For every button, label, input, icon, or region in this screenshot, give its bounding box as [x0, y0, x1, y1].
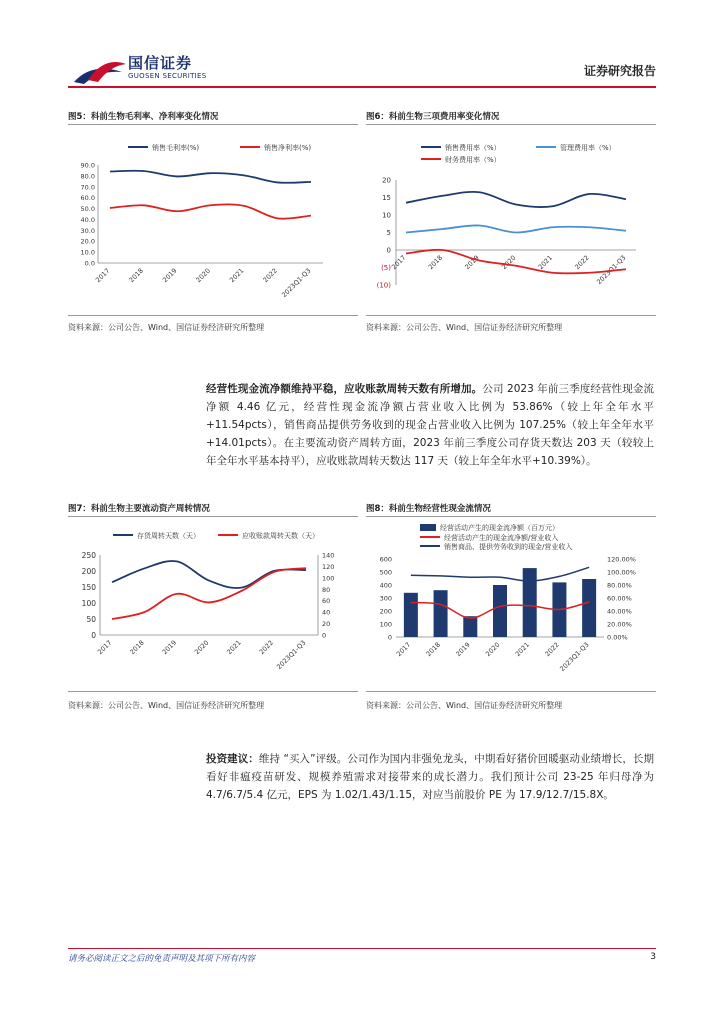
fig7-x-tick-label: 2017 — [96, 638, 114, 657]
fig7-x-tick-label: 2023Q1-Q3 — [275, 638, 308, 672]
fig8-y-right-tick-label: 0.00% — [607, 633, 628, 642]
fig8-y-right-tick-label: 100.00% — [607, 568, 636, 577]
fig6-y-tick-label: 0 — [386, 246, 391, 255]
paragraph-investment-heading: 投资建议： — [206, 753, 259, 765]
fig7-chart — [68, 517, 358, 691]
fig8-source: 资料来源：公司公告、Wind、国信证券经济研究所整理 — [366, 701, 563, 710]
fig6-x-tick-label: 2018 — [426, 253, 445, 272]
fig8-x-tick-label: 2019 — [454, 640, 472, 659]
fig8-x-tick-label: 2022 — [543, 640, 561, 659]
fig7-frame — [68, 516, 358, 692]
fig8-y-left-tick-label: 600 — [379, 555, 392, 564]
fig7-y-left-tick-label: 150 — [81, 583, 96, 592]
fig7-y-right-tick-label: 40 — [322, 608, 331, 617]
fig6-x-tick-label: 2019 — [463, 253, 481, 272]
fig5-source: 资料来源：公司公告、Wind、国信证券经济研究所整理 — [68, 323, 265, 332]
fig6-series-line-1 — [406, 225, 626, 232]
fig7-y-left-tick-label: 0 — [91, 631, 96, 640]
paragraph-cashflow — [206, 380, 654, 470]
fig8-y-right-tick-label: 120.00% — [607, 555, 636, 564]
fig6-x-tick-label: 2017 — [390, 253, 408, 272]
logo-subtitle: GUOSEN SECURITIES — [128, 72, 207, 80]
fig6-series-0-legend-label: 销售费用率（%） — [445, 144, 501, 152]
fig8-chart — [366, 517, 656, 691]
fig5-y-tick-label: 20.0 — [80, 237, 95, 246]
fig6-series-line-0 — [406, 192, 626, 207]
fig8-y-right-tick-label: 40.00% — [607, 607, 632, 616]
fig5-x-tick-label: 2021 — [228, 266, 246, 285]
fig5-y-tick-label: 60.0 — [80, 194, 95, 203]
fig7-y-right-tick-label: 60 — [322, 597, 331, 606]
fig7-x-tick-label: 2020 — [193, 638, 211, 657]
fig8-y-right-tick-label: 20.00% — [607, 620, 632, 629]
fig5-series-1-legend-label: 销售净利率(%) — [264, 144, 312, 152]
fig7-y-right-tick-label: 80 — [322, 585, 331, 594]
fig8-y-left-tick-label: 100 — [379, 620, 392, 629]
fig6-y-tick-label: 5 — [386, 229, 391, 237]
paragraph-cashflow-heading: 经营性现金流净额维持平稳，应收账款周转天数有所增加。 — [206, 383, 483, 395]
fig5-series-line-0 — [110, 171, 311, 183]
fig7-series-line-0 — [112, 561, 306, 588]
logo-title: 国信证券 — [128, 54, 193, 72]
fig5-y-tick-label: 0.0 — [84, 259, 95, 268]
fig6-y-tick-label: (10) — [376, 281, 391, 290]
fig5-x-tick-label: 2017 — [94, 266, 112, 285]
fig7-y-right-tick-label: 100 — [322, 574, 335, 583]
fig8-bar — [523, 568, 537, 637]
fig7-source: 资料来源：公司公告、Wind、国信证券经济研究所整理 — [68, 701, 265, 710]
fig8-bars-legend-label: 经营活动产生的现金流净额（百万元） — [440, 524, 559, 532]
fig7-y-left-tick-label: 250 — [81, 551, 96, 560]
fig8-series-0-legend-label: 经营活动产生的现金流净额/营业收入 — [444, 534, 559, 542]
fig6-chart — [366, 125, 656, 315]
fig5-x-tick-label: 2022 — [261, 266, 279, 285]
fig7-x-tick-label: 2021 — [225, 638, 243, 657]
fig5-x-tick-label: 2023Q1-Q3 — [280, 266, 313, 300]
paragraph-investment — [206, 750, 654, 804]
fig6-x-tick-label: 2023Q1-Q3 — [595, 253, 628, 287]
fig8-bar — [463, 616, 477, 637]
fig8-y-left-tick-label: 300 — [379, 594, 392, 603]
fig7-x-tick-label: 2022 — [257, 638, 276, 657]
fig5-x-tick-label: 2020 — [194, 266, 212, 285]
fig8-y-left-tick-label: 500 — [379, 568, 392, 577]
fig8-frame — [366, 516, 656, 692]
fig6-x-tick-label: 2021 — [536, 253, 555, 272]
fig5-x-tick-label: 2019 — [161, 266, 179, 285]
footer-divider — [68, 948, 656, 949]
fig8-bars-legend-swatch — [420, 524, 436, 531]
fig7-y-left-tick-label: 100 — [81, 599, 96, 608]
fig5-frame — [68, 124, 358, 316]
fig5-y-tick-label: 80.0 — [80, 172, 95, 181]
fig6-x-tick-label: 2020 — [500, 253, 518, 272]
fig8-title: 图8：科前生物经营性现金流情况 — [366, 504, 491, 514]
fig7-series-line-1 — [112, 568, 306, 619]
fig6-y-tick-label: 10 — [382, 211, 391, 220]
fig8-bar — [493, 585, 507, 637]
fig8-y-left-tick-label: 0 — [387, 633, 392, 642]
fig6-y-tick-label: 20 — [382, 176, 391, 185]
paragraph-investment-body: 维持 “买入”评级。公司作为国内非强免龙头，中期看好猪价回暖驱动业绩增长，长期看好非瘟疫苗研发、规模养殖需求对接带来的成长潜力。我们预计公司 23-25 年归母净为 4.7/6.7/5.4 亿元，EPS 为 1.02/1.43/1.15，对应当前股价 PE 为 17.9/12.7/15.8X。 — [206, 753, 655, 801]
fig8-bar — [434, 590, 448, 637]
fig5-x-tick-label: 2018 — [127, 266, 145, 285]
header-divider — [68, 86, 656, 88]
fig5-series-line-1 — [110, 204, 311, 218]
fig8-series-1-legend-label: 销售商品、提供劳务收到的现金/营业收入 — [444, 543, 573, 551]
fig6-source: 资料来源：公司公告、Wind、国信证券经济研究所整理 — [366, 323, 563, 332]
fig7-x-tick-label: 2019 — [160, 638, 179, 657]
fig7-y-right-tick-label: 120 — [322, 562, 335, 571]
fig8-x-tick-label: 2021 — [513, 640, 532, 659]
fig7-series-1-legend-label: 应收账款周转天数（天） — [242, 532, 319, 540]
fig8-series-line-1 — [411, 567, 589, 581]
fig5-y-tick-label: 10.0 — [80, 248, 95, 257]
fig7-series-0-legend-label: 存货周转天数（天） — [137, 532, 200, 540]
paragraph-cashflow-body: 公司 2023 年前三季度经营性现金流净额 4.46 亿元，经营性现金流净额占营业收入比例为 53.86%（较上年全年水平+11.54pcts），销售商品提供劳务收到的现金占营业收入比例为 107.25%（较上年全年水平+14.01pcts）。在主要流动资产周转方面，2023 年前三季度公司存货天数达 203 天（较较上年全年水平基本持平），应收账款周转天数达 117 天（较上年全年水平+10.39%）。 — [206, 383, 654, 467]
footer-disclaimer: 请务必阅读正文之后的免责声明及其项下所有内容 — [68, 954, 256, 964]
fig8-x-tick-label: 2018 — [424, 640, 442, 659]
fig7-y-right-tick-label: 140 — [322, 551, 335, 560]
fig6-x-tick-label: 2022 — [573, 253, 591, 272]
fig8-x-tick-label: 2023Q1-Q3 — [558, 640, 591, 674]
fig5-y-tick-label: 30.0 — [80, 226, 95, 235]
fig8-x-tick-label: 2020 — [484, 640, 502, 659]
fig6-series-1-legend-label: 管理费用率（%） — [560, 144, 616, 152]
fig5-chart — [68, 125, 358, 315]
fig8-y-right-tick-label: 60.00% — [607, 594, 632, 603]
fig7-y-right-tick-label: 20 — [322, 620, 331, 629]
fig8-bar — [404, 593, 418, 637]
fig5-y-tick-label: 90.0 — [80, 161, 95, 170]
fig6-series-2-legend-label: 财务费用率（%） — [445, 156, 501, 164]
fig8-y-left-tick-label: 400 — [379, 581, 392, 590]
fig7-y-right-tick-label: 0 — [322, 631, 327, 640]
fig5-y-tick-label: 40.0 — [80, 215, 95, 224]
fig8-x-tick-label: 2017 — [394, 640, 413, 659]
fig8-bar — [582, 579, 596, 637]
page-number: 3 — [650, 952, 656, 962]
fig8-y-right-tick-label: 80.00% — [607, 581, 632, 590]
fig7-y-left-tick-label: 50 — [86, 615, 96, 624]
fig7-title: 图7：科前生物主要流动资产周转情况 — [68, 504, 210, 514]
fig8-y-left-tick-label: 200 — [379, 607, 392, 616]
fig5-series-0-legend-label: 销售毛利率(%) — [152, 144, 200, 152]
fig6-y-tick-label: (5) — [381, 264, 391, 272]
report-type: 证券研究报告 — [583, 64, 656, 78]
fig6-title: 图6：科前生物三项费用率变化情况 — [366, 112, 500, 122]
fig5-title: 图5：科前生物毛利率、净利率变化情况 — [68, 112, 219, 122]
fig5-y-tick-label: 70.0 — [80, 183, 95, 192]
fig7-x-tick-label: 2018 — [128, 638, 146, 657]
fig6-y-tick-label: 15 — [382, 194, 391, 202]
fig5-y-tick-label: 50.0 — [80, 205, 95, 214]
fig6-frame — [366, 124, 656, 316]
fig7-y-left-tick-label: 200 — [81, 567, 96, 576]
